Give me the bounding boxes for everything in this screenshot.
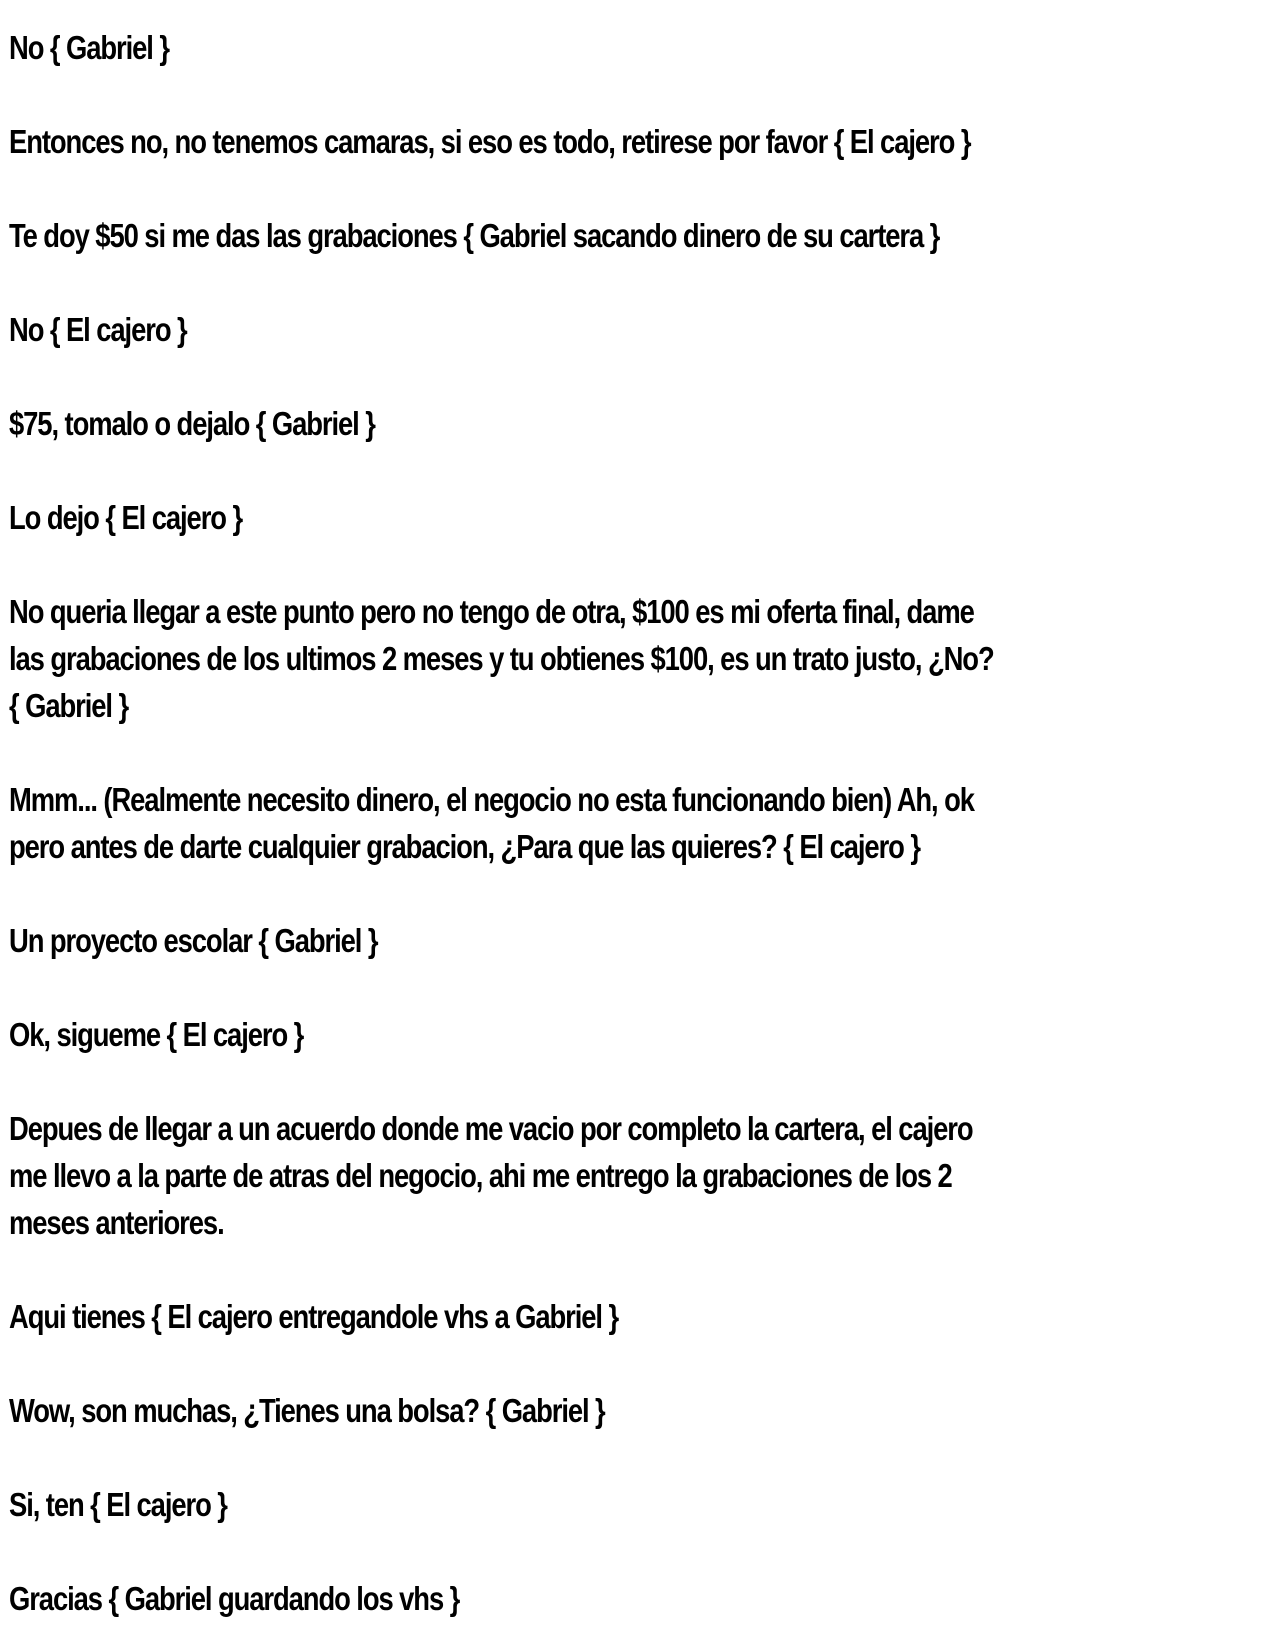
paragraph (9, 400, 1254, 447)
text-line: Ok, sigueme { El cajero } (9, 1016, 304, 1053)
text-line: las grabaciones de los ultimos 2 meses y tu obtienes $100, es un trato justo, ¿No? (9, 640, 994, 677)
paragraph (9, 1481, 1254, 1528)
text-line: No queria llegar a este punto pero no tengo de otra, $100 es mi oferta final, dame (9, 593, 974, 630)
text-line: Si, ten { El cajero } (9, 1486, 227, 1523)
paragraph (9, 1387, 1254, 1434)
text-line: { Gabriel } (9, 687, 129, 724)
text-line: No { Gabriel } (9, 29, 169, 66)
paragraph (9, 776, 1254, 870)
paragraph (9, 917, 1254, 964)
text-line: meses anteriores. (9, 1204, 224, 1241)
text-line: Mmm... (Realmente necesito dinero, el negocio no esta funcionando bien) Ah, ok (9, 781, 974, 818)
text-line: pero antes de darte cualquier grabacion, ¿Para que las quieres? { El cajero } (9, 828, 920, 865)
text-line: Un proyecto escolar { Gabriel } (9, 922, 378, 959)
text-line: Depues de llegar a un acuerdo donde me vacio por completo la cartera, el cajero (9, 1110, 973, 1147)
paragraph (9, 212, 1254, 259)
text-line: Te doy $50 si me das las grabaciones { Gabriel sacando dinero de su cartera } (9, 217, 940, 254)
text-line: Aqui tienes { El cajero entregandole vhs a Gabriel } (9, 1298, 619, 1335)
text-line: me llevo a la parte de atras del negocio, ahi me entrego la grabaciones de los 2 (9, 1157, 952, 1194)
paragraph (9, 118, 1254, 165)
text-line: Lo dejo { El cajero } (9, 499, 243, 536)
text-line: Entonces no, no tenemos camaras, si eso es todo, retirese por favor { El cajero } (9, 123, 971, 160)
paragraph (9, 306, 1254, 353)
paragraph (9, 1105, 1254, 1246)
paragraph (9, 588, 1254, 729)
text-line: $75, tomalo o dejalo { Gabriel } (9, 405, 375, 442)
text-line: No { El cajero } (9, 311, 187, 348)
paragraph (9, 1575, 1254, 1622)
paragraph (9, 1293, 1254, 1340)
text-line: Wow, son muchas, ¿Tienes una bolsa? { Gabriel } (9, 1392, 605, 1429)
paragraph (9, 494, 1254, 541)
text-line: Gracias { Gabriel guardando los vhs } (9, 1580, 460, 1617)
paragraph (9, 24, 1254, 71)
paragraph (9, 1011, 1254, 1058)
